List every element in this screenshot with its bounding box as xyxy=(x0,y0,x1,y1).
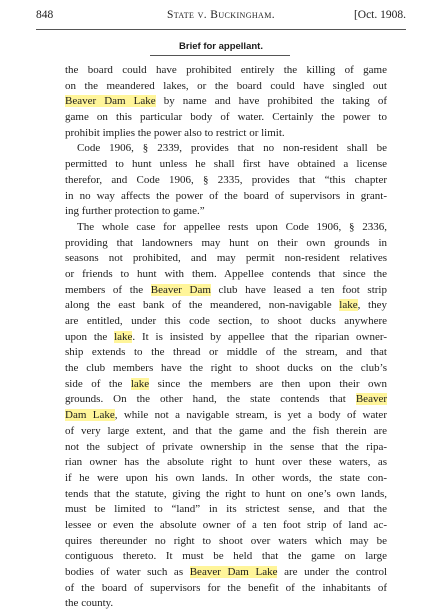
text-segment: of the board of supervisors for the benefit of the inhabitants of xyxy=(65,581,387,594)
text-segment: game on this particular body of water. Certainly the power to xyxy=(65,111,387,124)
text-segment: lessee or even the absolute owner of a ten foot strip of land ac- xyxy=(65,518,387,531)
text-segment: members of the xyxy=(65,283,151,296)
text-line xyxy=(65,565,387,581)
text-line xyxy=(65,377,387,393)
text-line xyxy=(65,581,387,597)
highlighted-term: lake xyxy=(130,377,150,390)
highlighted-term: Dam Lake xyxy=(65,409,115,422)
text-segment: prohibit implies the power also to restrict or limit. xyxy=(65,126,285,139)
text-segment: ing further protection to game.” xyxy=(65,205,205,218)
text-line xyxy=(65,173,387,189)
text-line xyxy=(65,63,387,79)
running-title: State v. Buckingham. xyxy=(166,9,276,21)
subheading-rule xyxy=(150,55,290,56)
text-segment: or friends to hunt with them. Appellee contends that since the xyxy=(65,267,387,280)
text-segment: seasons not prohibited, and may permit non-resident relatives xyxy=(65,252,387,265)
text-line xyxy=(65,220,387,236)
header-date: [Oct. 1908. xyxy=(353,9,406,21)
text-segment: The whole case for appellee rests upon Code 1906, § 2336, xyxy=(77,220,387,233)
text-segment: club have leased a ten foot strip xyxy=(210,283,387,296)
text-segment: providing that landowners may hunt on their own grounds in xyxy=(65,236,387,249)
highlighted-term: Beaver Dam xyxy=(150,283,211,296)
text-line xyxy=(65,392,387,408)
text-line xyxy=(65,518,387,534)
text-segment: . It is insisted by appellee that the riparian owner- xyxy=(132,330,387,343)
text-segment: , while not a navigable stream, is yet a body of water xyxy=(114,409,387,422)
text-segment: on the meandered lakes, or the board could have singled out xyxy=(65,79,387,92)
text-segment: the board could have prohibited entirely the killing of game xyxy=(65,64,387,76)
text-segment: quires thereunder no right to shoot over waters which may be xyxy=(65,534,387,547)
text-segment: therefor, and Code 1906, § 2335, provides that “this chapter xyxy=(65,173,387,186)
text-segment: upon the xyxy=(65,330,115,343)
page-number: 848 xyxy=(36,9,54,21)
text-line xyxy=(65,330,387,346)
highlighted-term: Beaver Dam Lake xyxy=(189,566,278,578)
text-line xyxy=(65,408,387,424)
text-segment: contiguous thereto. It must be held that the game on large xyxy=(65,550,387,563)
text-line xyxy=(65,487,387,503)
text-segment: not the subject of private ownership in the sense that the ripa- xyxy=(65,440,387,453)
text-line xyxy=(65,126,387,142)
text-line xyxy=(65,141,387,157)
text-segment: if he were upon his own lands. In other words, the state con- xyxy=(65,471,387,484)
text-segment: since the members are then upon their own xyxy=(149,377,387,390)
text-line xyxy=(65,267,387,283)
text-line xyxy=(65,596,387,612)
text-segment: along the east bank of the meandered, non-navigable xyxy=(65,299,340,312)
text-line xyxy=(65,471,387,487)
text-segment: side of the xyxy=(65,377,131,390)
text-line xyxy=(65,204,387,220)
highlighted-term: lake xyxy=(339,299,358,312)
text-line xyxy=(65,345,387,361)
text-line xyxy=(65,94,387,110)
text-line xyxy=(65,110,387,126)
text-segment: are under the control xyxy=(277,566,387,578)
highlighted-term: Beaver xyxy=(355,393,387,406)
text-line xyxy=(65,298,387,314)
text-line xyxy=(65,314,387,330)
text-line xyxy=(65,251,387,267)
highlighted-term: lake xyxy=(114,330,133,343)
text-line xyxy=(65,424,387,440)
text-segment: the county. xyxy=(65,597,114,610)
text-segment: bodies of water such as xyxy=(65,566,190,578)
highlighted-term: Beaver Dam Lake xyxy=(65,95,156,108)
text-segment: , they xyxy=(357,299,387,312)
text-segment: of very large extent, and that the game and the fish therein are xyxy=(65,424,387,437)
body-text xyxy=(65,63,387,612)
text-line xyxy=(65,440,387,456)
text-segment: ship extends to the thread or middle of the stream, and that xyxy=(65,346,387,359)
text-line xyxy=(65,361,387,377)
text-segment: must be limited to “land” in its strictest sense, and that the xyxy=(65,503,387,516)
text-line xyxy=(65,455,387,471)
text-segment: tends that the statute, giving the right to hunt on one’s own lands, xyxy=(65,487,387,500)
text-line xyxy=(65,79,387,95)
text-line xyxy=(65,549,387,565)
brief-subheading: Brief for appellant. xyxy=(179,41,263,52)
text-segment: permitted to hunt unless he shall first have obtained a license xyxy=(65,158,387,171)
text-segment: rian owner has the absolute right to hunt over these waters, as xyxy=(65,456,387,469)
text-segment: by name and have prohibited the taking of xyxy=(155,95,387,108)
text-segment: in no way affects the power of the board of supervisors in grant- xyxy=(65,189,387,202)
text-segment: Code 1906, § 2339, provides that no non-resident shall be xyxy=(77,142,387,155)
text-line xyxy=(65,283,387,299)
text-line xyxy=(65,534,387,550)
text-line xyxy=(65,189,387,205)
running-header xyxy=(36,9,406,25)
text-line xyxy=(65,236,387,252)
text-segment: the club members have the right to shoot ducks on the club’s xyxy=(65,362,387,375)
text-segment: are entitled, under this code section, to shoot ducks anywhere xyxy=(65,315,387,327)
text-line xyxy=(65,502,387,518)
text-line xyxy=(65,157,387,173)
text-segment: grounds. On the other hand, the state contends that xyxy=(65,393,356,406)
header-rule xyxy=(36,29,406,30)
